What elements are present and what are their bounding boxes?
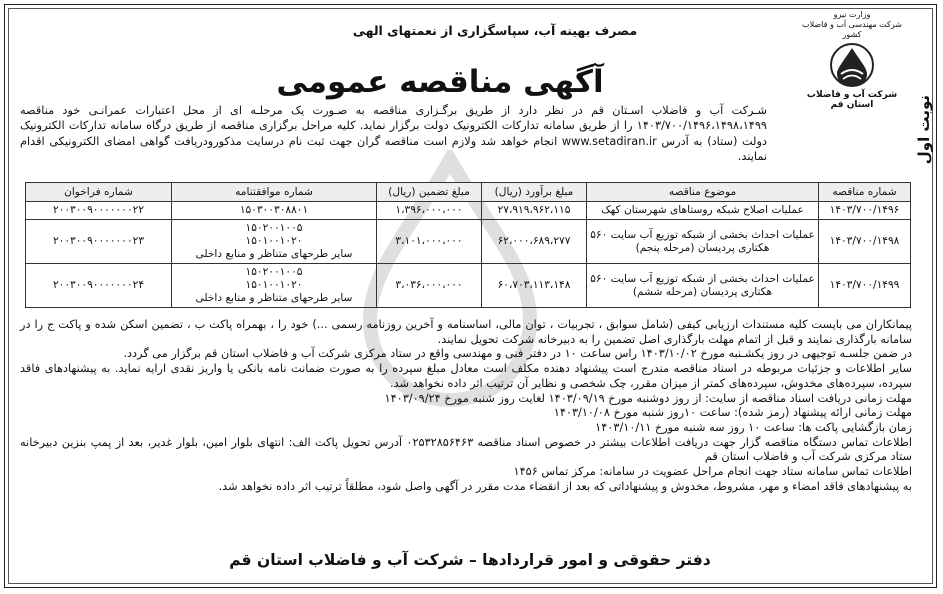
tender-estimate: ۲۷،۹۱۹،۹۶۲،۱۱۵ [482,202,587,220]
ministry-text: وزارت نیرو [833,10,871,19]
tender-subject: عملیات اصلاح شبکه روستاهای شهرستان کهک [587,202,819,220]
paragraph-setad-contact: اطلاعات تماس سامانه ستاد جهت انجام مراحل عضویت در سامانه: مرکز تماس ۱۴۵۶ [513,465,912,479]
agreement-line: ۱۵۰۲۰۰۱۰۰۵ [245,222,303,234]
tender-estimate: ۶۰،۷۰۳،۱۱۳،۱۴۸ [482,264,587,308]
table-header-row [26,183,911,202]
header-guarantee: مبلغ تضمین (ریال) [377,183,482,202]
tender-agreement [172,264,377,308]
paragraph-briefing: در ضمن جلسـه توجیهی در روز یکشـنبه مورخ ۱۴۰۳/۱۰/۰۲ راس ساعت ۱۰ در دفتر فنی و مهندسی واقع در ستاد مرکزی شرکت آب و فاضلاب استان قم برگزار می گردد. [123,347,912,361]
footer-signature: دفتر حقوقی و امور قراردادها – شرکت آب و فاضلاب استان قم [229,551,711,569]
header-agreement: شماره موافقتنامه [172,183,377,202]
tender-subject: عملیات احداث بخشی از شبکه توزیع آب سایت ۵۶۰ هکتاری پردیسان (مرحله پنجم) [587,220,819,264]
page-title: آگهی مناقصه عمومی [276,64,604,100]
tender-call-number: ۲۰۰۳۰۰۹۰۰۰۰۰۰۰۲۳ [26,220,172,264]
intro-paragraph: شـرکت آب و فاضلاب اسـتان قم در نظر دارد از طریق برگـزاری مناقصه به صـورت یک مرحلـه ای از محل اعتبارات عمرانـی خود مناقصه ۱۴۰۳/۷۰۰/۱۴۹۶،۱۴۹۸،۱۴۹۹ را از طریق سامانه تدارکات الکترونیک دولت برگزار نماید. کلیه مراحل برگزاری مناقصه از طریق درگاه سامانه تدارکات الکترونیک دولت (ستاد) به آدرس www.setadiran.ir انجام خواهد شد ولازم است مناقصه گران جهت ثبت نام درسایت مذکورودریافت گواهی امضای الکترونیکی اقدام نمایند. [20,104,767,164]
agreement-line: سایر طرحهای متناظر و منابع داخلی [195,292,353,304]
paragraph-opening-time: زمان بازگشایی پاکت ها: ساعت ۱۰ روز سه شنبه مورخ ۱۴۰۳/۱۰/۱۱ [595,420,912,434]
paragraph-invalid-bids: به پیشنهادهای فاقد امضاء و مهر، مشروط، مخدوش و پیشنهاداتی که بعد از انقضاء مدت مقرر در آگهی واصل شود، مطلقاً ترتیب اثر داده نخواهد شد. [218,479,912,493]
paragraph-download-deadline: مهلت زمانی دریافت اسناد مناقصه از سایت: از روز دوشنبه مورخ ۱۴۰۳/۰۹/۱۹ لغایت روز شنبه مورخ ۱۴۰۳/۰۹/۲۴ [384,391,912,405]
tender-guarantee: ۱،۳۹۶،۰۰۰،۰۰۰ [377,202,482,220]
agreement-line: ۱۵۰۱۰۰۱۰۲۰ [245,235,303,247]
header-estimate: مبلغ برآورد (ریال) [482,183,587,202]
side-label [911,70,937,190]
paragraph-submission-deadline: مهلت زمانی ارائه پیشنهاد (رمز شده): ساعت ۱۰روز شنبه مورخ ۱۴۰۳/۱۰/۰۸ [553,406,912,420]
paragraph-deposit: سایر اطلاعات و جزئیات مربوطه در اسناد مناقصه مندرج است پیشنهاد دهنده مکلف است معادل مبلغ سپرده را به صورت ضمانت نامه بانکی یا واریز نقدی ارایه نماید. به پیشنهادهای فاقد سپرده، سپرده‌های مخدوش، سپرده‌های کمتر از میزان مقرر، چک شخصی و نظایر آن ترتیب اثر داده نخواهد شد. [20,362,912,390]
paragraph-contact-address: اطلاعات تماس دستگاه مناقصه گزار جهت دریافت اطلاعات بیشتر در خصوص اسناد مناقصه ۰۲۵۳۲۸۵۶۴۶۳ آدرس تحویل پاکت الف: انتهای بلوار امین، بلوار غدیر، بعد از پمپ بنزین دبیرخانه ستاد مرکزی شرکت آب و فاضلاب استان قم [20,435,912,464]
tender-guarantee: ۳،۱۰۱،۰۰۰،۰۰۰ [377,220,482,264]
tender-agreement [172,220,377,264]
tender-call-number: ۲۰۰۳۰۰۹۰۰۰۰۰۰۰۲۴ [26,264,172,308]
tender-estimate: ۶۲،۰۰۰،۶۸۹،۲۷۷ [482,220,587,264]
agreement-line: ۱۵۰۲۰۰۱۰۰۵ [245,266,303,278]
tender-number: ۱۴۰۳/۷۰۰/۱۴۹۹ [819,264,911,308]
agreement-line: ۱۵۰۳۰۰۳۰۸۸۰۱ [239,204,309,216]
tender-agreement [172,202,377,220]
tender-call-number: ۲۰۰۳۰۰۹۰۰۰۰۰۰۰۲۲ [26,202,172,220]
paragraph-documents: پیمانکاران می بایست کلیه مستندات ارزیابی کیفی (شامل سوابق ، تجربیات ، توان مالی، اساسنامه و آخرین روزنامه رسمی ...) خود را ، بهمراه پاکت ب ، تضمین اسکن شده و پاکت ج را در سامانه بارگذاری نمایند و قبل از اتمام مهلت بارگذاری اصل تضمین را به دبیرخانه شرکت تحویل نمایند. [20,318,912,346]
water-drop-logo-icon [823,42,881,88]
tender-subject: عملیات احداث بخشی از شبکه توزیع آب سایت ۵۶۰ هکتاری پردیسان (مرحله ششم) [587,264,819,308]
conditions-text [20,318,912,494]
agreement-line: سایر طرحهای متناظر و منابع داخلی [195,248,353,260]
tender-number: ۱۴۰۳/۷۰۰/۱۴۹۸ [819,220,911,264]
table-row [26,202,911,220]
agreement-line: ۱۵۰۱۰۰۱۰۲۰ [245,279,303,291]
tenders-table [25,182,911,308]
tender-guarantee: ۳،۰۳۶،۰۰۰،۰۰۰ [377,264,482,308]
slogan: مصرف بهینه آب، سپاسگزاری از نعمتهای الهی [352,23,638,38]
header-tender-number: شماره مناقصه [819,183,911,202]
table-row [26,220,911,264]
side-label-text: نوبت اول [915,95,933,165]
company-group-text: شرکت مهندسی آب و فاضلاب کشور [802,20,902,39]
company-name: شرکت آب و فاضلاب استان قم [806,90,898,110]
company-logo [797,10,907,130]
header-subject: موضوع مناقصه [587,183,819,202]
table-row [26,264,911,308]
header-call-number: شماره فراخوان [26,183,172,202]
tender-number: ۱۴۰۳/۷۰۰/۱۴۹۶ [819,202,911,220]
